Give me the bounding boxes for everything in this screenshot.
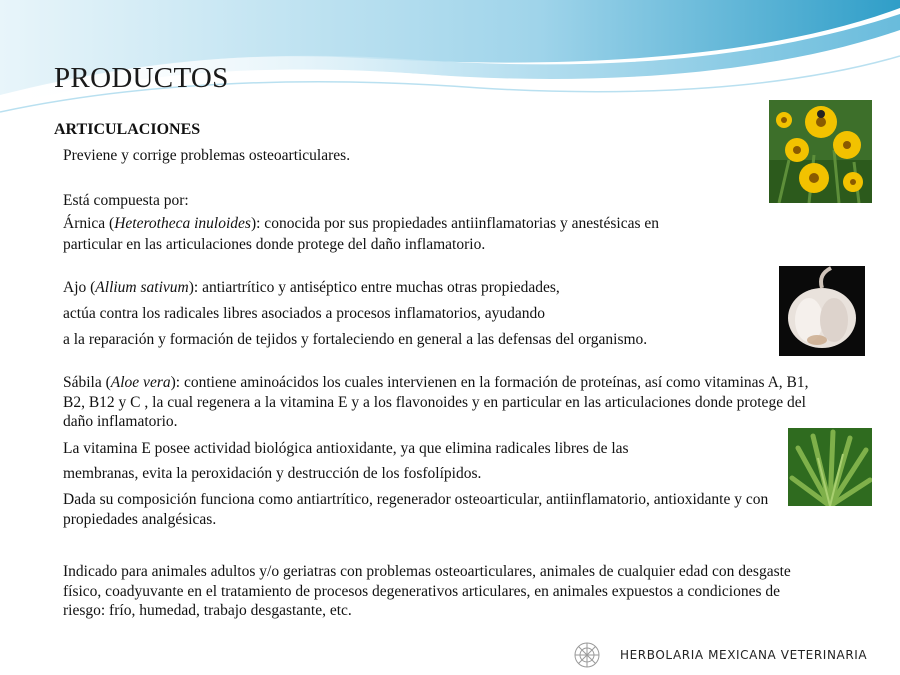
ajo-name: Ajo ( (63, 279, 96, 296)
arnica-description: ): conocida por sus propiedades antiinflamatorias y anestésicas en (250, 215, 660, 232)
herbolaria-logo-icon (570, 640, 604, 670)
sabila-description: ): contiene aminoácidos los cuales intervienen en la formación de proteínas, así como vitaminas A, B1, B2, B12 y C , la cual regenera a la vitamina E y a los flavonoides y en particular en las articulaciones donde protege del daño inflamatorio. (63, 374, 809, 430)
ajo-line-3: a la reparación y formación de tejidos y fortaleciendo en general a las defensas del organismo. (63, 331, 648, 348)
footer-brand: HERBOLARIA MEXICANA VETERINARIA (620, 648, 868, 662)
sabila-scientific-name: Aloe vera (110, 374, 171, 391)
composition-summary: Dada su composición funciona como antiartrítico, regenerador osteoarticular, antiinflamatorio, antioxidante y con propiedades analgésicas. (63, 491, 769, 528)
page-title: PRODUCTOS (54, 62, 229, 94)
arnica-line-1 (63, 214, 783, 234)
composition-label: Está compuesta por: (63, 192, 189, 209)
aloe-plant-photo (788, 428, 872, 506)
arnica-line-2: particular en las articulaciones donde protege del daño inflamatorio. (63, 236, 486, 253)
section-heading: ARTICULACIONES (54, 121, 201, 138)
ajo-line-2: actúa contra los radicales libres asociados a procesos inflamatorios, ayudando (63, 305, 546, 322)
sabila-name: Sábila ( (63, 374, 111, 391)
wave-header-decoration (0, 0, 900, 120)
ajo-description: ): antiartrítico y antiséptico entre muchas otras propiedades, (188, 279, 560, 296)
sabila-paragraph (63, 373, 823, 432)
intro-text: Previene y corrige problemas osteoarticulares. (63, 147, 351, 164)
ajo-line-1 (63, 278, 783, 298)
ajo-scientific-name: Allium sativum (95, 279, 189, 296)
vitamin-e-line-2: membranas, evita la peroxidación y destrucción de los fosfolípidos. (63, 465, 482, 482)
arnica-flowers-photo (769, 100, 872, 203)
arnica-scientific-name: Heterotheca inuloides (114, 215, 251, 232)
arnica-name: Árnica ( (63, 215, 115, 232)
garlic-bulb-photo (779, 266, 865, 356)
vitamin-e-line-1: La vitamina E posee actividad biológica antioxidante, ya que elimina radicales libres de las (63, 440, 629, 457)
indication-paragraph: Indicado para animales adultos y/o geriatras con problemas osteoarticulares, animales de cualquier edad con desgaste físico, coadyuvante en el tratamiento de procesos degenerativos articulares, en animales expuestos a condiciones de riesgo: frío, humedad, trabajo desgastante, etc. (63, 563, 791, 619)
